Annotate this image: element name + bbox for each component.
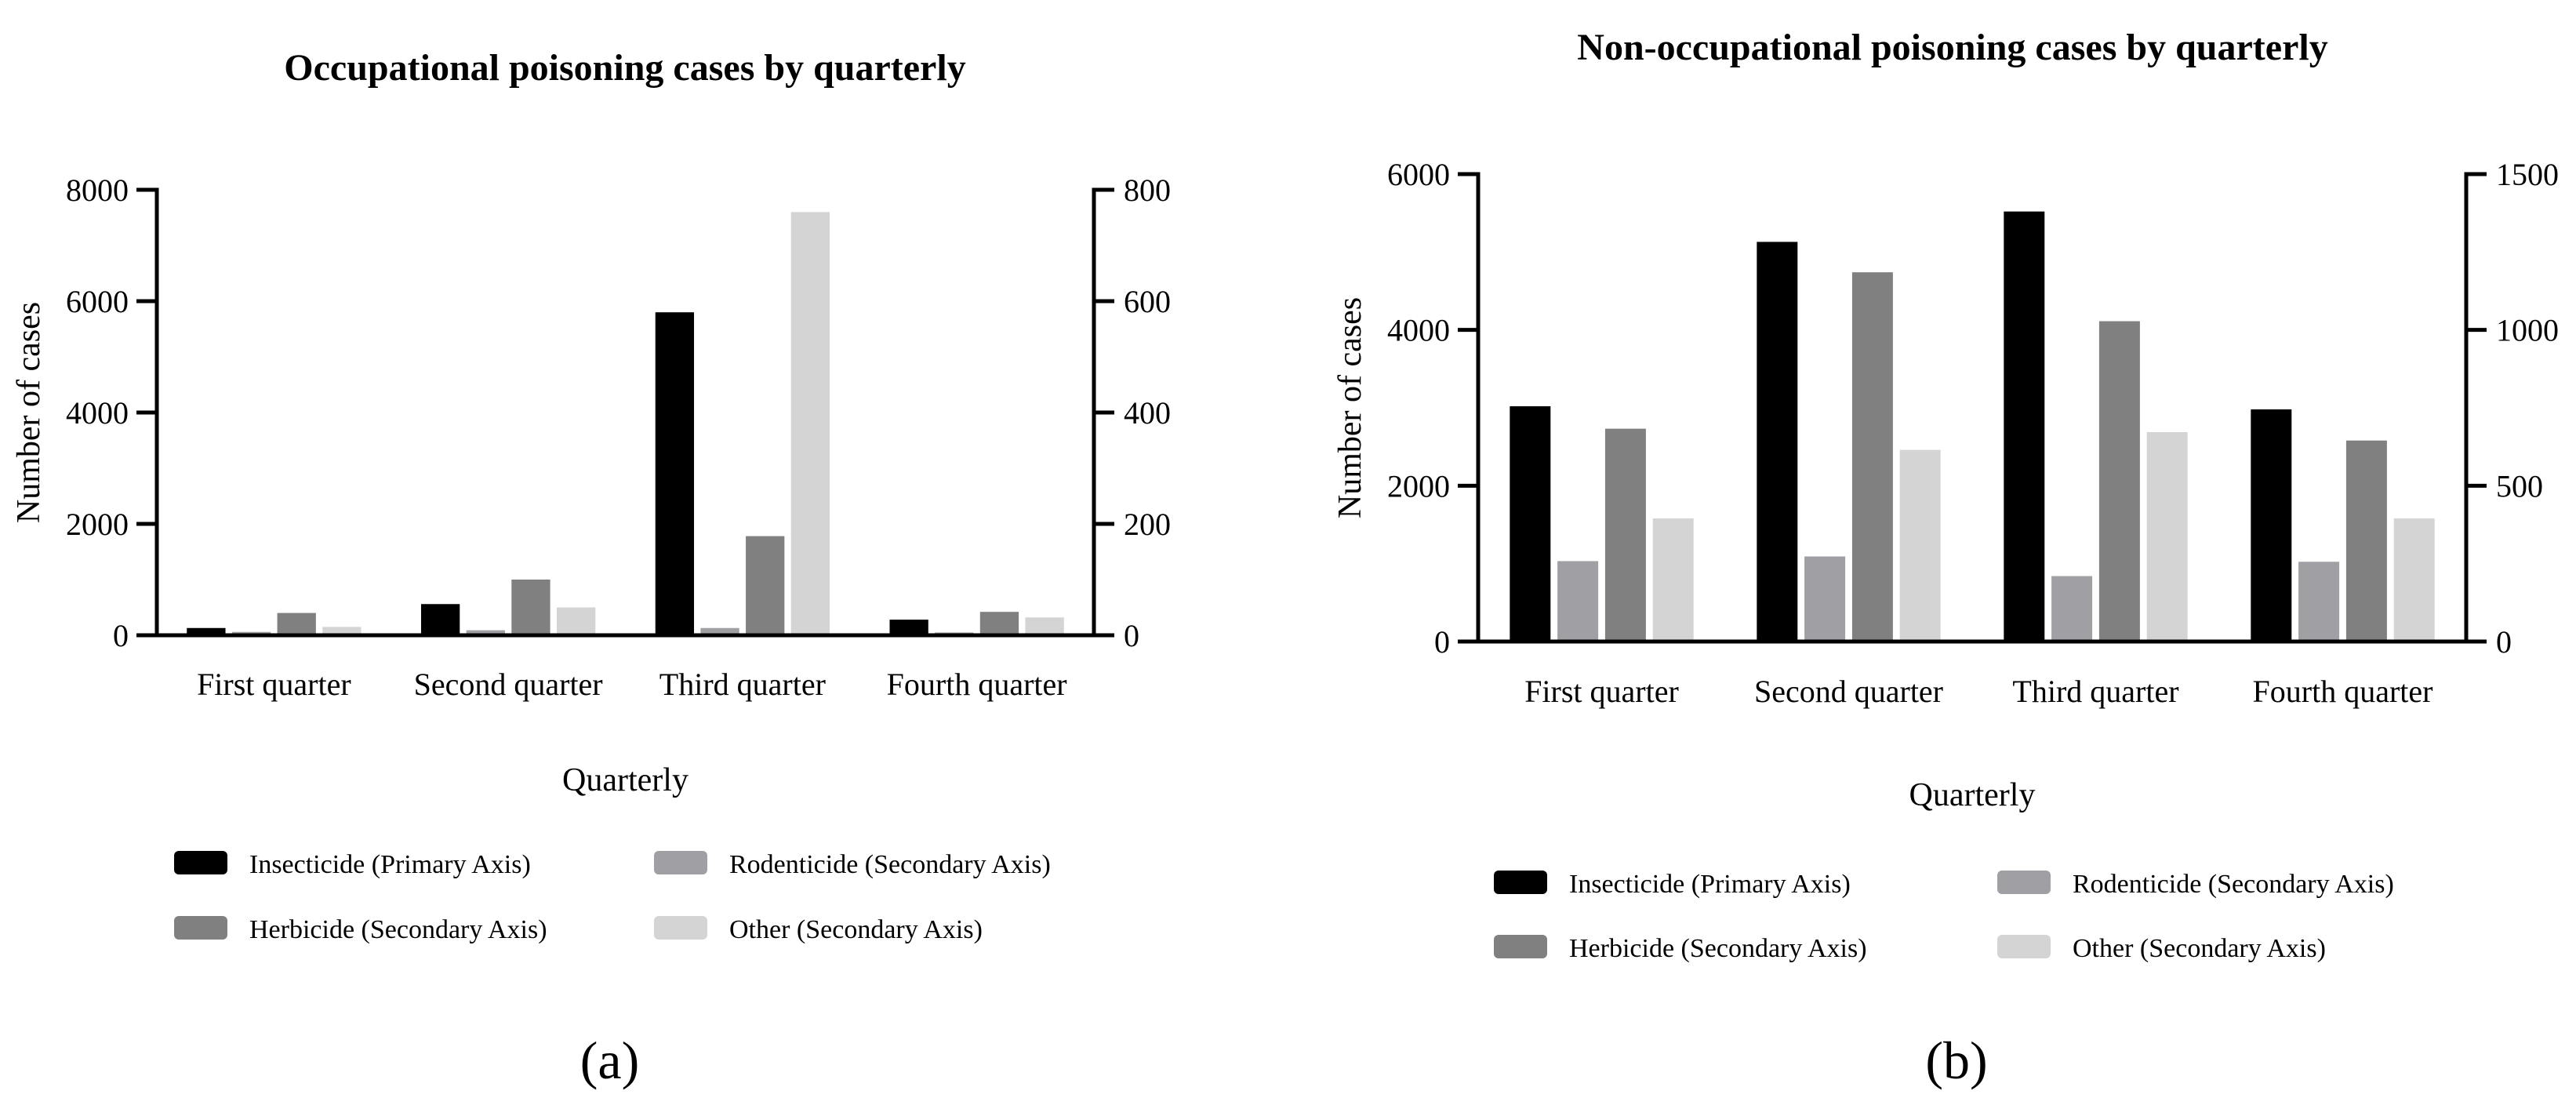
legend-entry: Rodenticide (Secondary Axis) [729,850,1051,879]
x-tick-label: Second quarter [413,667,603,702]
x-tick-label: Fourth quarter [2252,674,2433,709]
legend-entry: Other (Secondary Axis) [2073,934,2326,963]
y-axis-label: Number of cases [11,301,47,524]
legend-swatch [654,916,707,940]
bar [656,312,694,635]
bar [2099,322,2140,642]
y-axis-label: Number of cases [1332,296,1368,519]
y2-tick-label: 800 [1124,173,1171,208]
x-tick-label: First quarter [197,667,351,702]
y-tick-label: 8000 [66,173,129,208]
bar [511,580,550,635]
bar [980,612,1019,635]
bar [1557,561,1598,642]
legend-entry: Herbicide (Secondary Axis) [249,915,547,944]
bar [2298,562,2339,642]
legend-swatch [1997,871,2051,894]
bar [1025,617,1063,635]
bar [2147,432,2188,642]
x-axis-label: Quarterly [1909,777,2036,813]
bar [278,613,316,635]
y2-tick-label: 500 [2496,468,2543,504]
bar [2394,518,2435,642]
x-axis-label: Quarterly [562,762,689,798]
legend-swatch [174,916,227,940]
bar [746,536,784,635]
legend-entry: Other (Secondary Axis) [729,915,983,944]
y2-tick-label: 400 [1124,395,1171,431]
legend-entry: Herbicide (Secondary Axis) [1569,934,1867,963]
bar [2251,409,2291,642]
legend-entry: Rodenticide (Secondary Axis) [2073,870,2394,899]
panel-label: (b) [1925,1031,1988,1090]
x-tick-label: Second quarter [1753,674,1944,709]
legend-swatch [1494,871,1547,894]
bar [1900,450,1941,642]
bar [2004,212,2044,642]
bar [1852,272,1893,642]
bar [1653,518,1694,642]
y2-tick-label: 600 [1124,284,1171,319]
bar [2346,441,2387,642]
y-tick-label: 4000 [66,395,129,431]
legend-swatch [654,851,707,874]
x-tick-label: Third quarter [2012,674,2179,709]
y2-tick-label: 0 [1124,618,1139,653]
chart-panel-a [11,47,1171,1090]
x-tick-label: Fourth quarter [886,667,1067,702]
chart-title: Non-occupational poisoning cases by quarterly [1577,27,2328,68]
y-tick-label: 0 [113,618,129,653]
y2-tick-label: 0 [2496,624,2512,660]
legend-swatch [174,851,227,874]
y2-tick-label: 200 [1124,507,1171,542]
bar [421,604,460,635]
legend-entry: Insecticide (Primary Axis) [1569,870,1851,899]
legend-entry: Insecticide (Primary Axis) [249,850,531,879]
y-tick-label: 4000 [1387,312,1450,348]
legend-swatch [1997,935,2051,958]
y2-tick-label: 1500 [2496,157,2559,192]
y-tick-label: 6000 [1387,157,1450,192]
bar [1757,242,1797,642]
y-tick-label: 6000 [66,284,129,319]
y2-tick-label: 1000 [2496,312,2559,348]
panel-label: (a) [580,1031,640,1090]
bar [889,620,928,635]
bar [2051,576,2092,642]
bar [1510,406,1550,642]
bar [557,608,595,636]
chart-title: Occupational poisoning cases by quarterly [284,47,966,89]
bar [791,212,830,635]
bar [1605,429,1646,642]
x-tick-label: Third quarter [659,667,826,702]
legend-swatch [1494,935,1547,958]
bar [1804,557,1845,642]
x-tick-label: First quarter [1524,674,1679,709]
y-tick-label: 0 [1434,624,1450,660]
y-tick-label: 2000 [66,507,129,542]
y-tick-label: 2000 [1387,468,1450,504]
chart-panel-b [1332,27,2559,1090]
